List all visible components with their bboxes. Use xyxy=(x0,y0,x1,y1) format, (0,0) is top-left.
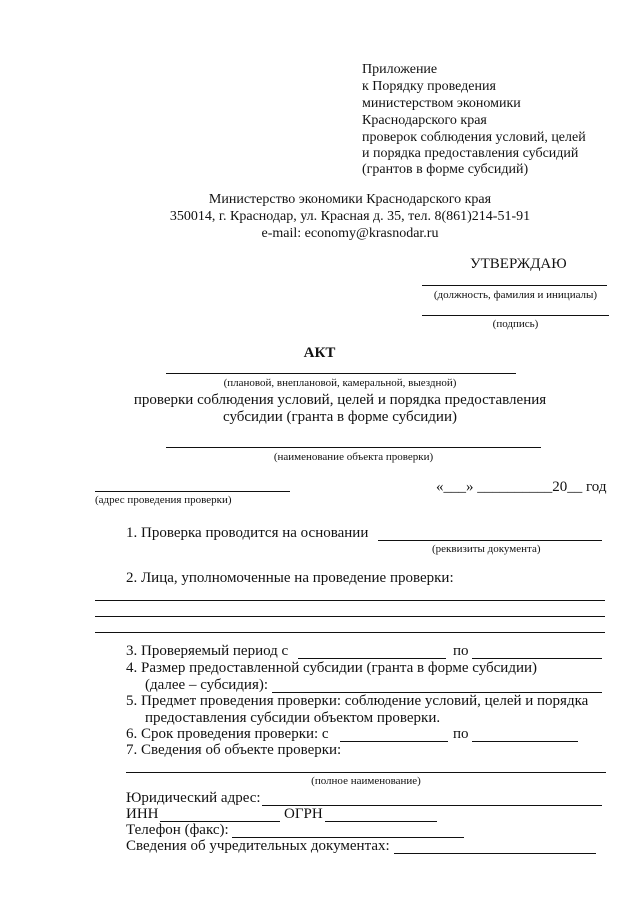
act-date: «___» __________20__ год xyxy=(436,479,607,495)
item-1-line xyxy=(378,540,602,541)
signature-line xyxy=(422,315,609,316)
act-type-caption: (плановой, внеплановой, камеральной, выездной) xyxy=(223,377,457,389)
phone-label: Телефон (факс): xyxy=(126,822,229,838)
signature-caption: (подпись) xyxy=(492,318,539,330)
appendix-line: проверок соблюдения условий, целей xyxy=(362,130,586,145)
ministry-email: e-mail: economy@krasnodar.ru xyxy=(261,226,439,241)
appendix-line: Приложение xyxy=(362,62,438,77)
item-2-line xyxy=(95,632,605,633)
appendix-line: и порядка предоставления субсидий xyxy=(362,146,579,161)
object-line xyxy=(166,447,541,448)
act-subtitle-line1: проверки соблюдения условий, целей и порядка предоставления xyxy=(133,392,547,408)
item-3-line-from xyxy=(298,658,446,659)
item-1-caption: (реквизиты документа) xyxy=(432,543,541,555)
act-type-line xyxy=(166,373,516,374)
item-6-line-from xyxy=(340,741,448,742)
full-name-line xyxy=(126,772,606,773)
item-3-po: по xyxy=(453,643,469,659)
ministry-address: 350014, г. Краснодар, ул. Красная д. 35, тел. 8(861)214-51-91 xyxy=(169,209,531,224)
address-line xyxy=(95,491,290,492)
appendix-line: Краснодарского края xyxy=(362,113,487,128)
appendix-line: к Порядку проведения xyxy=(362,79,496,94)
item-6-text: 6. Срок проведения проверки: с xyxy=(126,726,329,742)
appendix-line: (грантов в форме субсидий) xyxy=(362,162,529,177)
item-6-line-to xyxy=(472,741,578,742)
item-5-cont: предоставления субсидии объектом проверки. xyxy=(145,710,441,726)
inn-label: ИНН xyxy=(126,806,159,822)
item-6-po: по xyxy=(453,726,469,742)
item-3-line-to xyxy=(472,658,602,659)
position-line xyxy=(422,285,607,286)
item-2-text: 2. Лица, уполномоченные на проведение проверки: xyxy=(126,570,454,586)
item-5-text: 5. Предмет проведения проверки: соблюдение условий, целей и порядка xyxy=(126,693,589,709)
founding-docs-label: Сведения об учредительных документах: xyxy=(126,838,390,854)
full-name-caption: (полное наименование) xyxy=(311,775,421,787)
act-title: АКТ xyxy=(303,345,336,361)
object-caption: (наименование объекта проверки) xyxy=(273,451,434,463)
founding-docs-line xyxy=(394,853,596,854)
act-subtitle-line2: субсидии (гранта в форме субсидии) xyxy=(223,409,457,425)
ministry-name: Министерство экономики Краснодарского края xyxy=(208,192,492,207)
address-caption: (адрес проведения проверки) xyxy=(95,494,232,506)
approve-title: УТВЕРЖДАЮ xyxy=(470,256,567,272)
item-1-text: 1. Проверка проводится на основании xyxy=(126,525,369,541)
item-4-text: 4. Размер предоставленной субсидии (гранта в форме субсидии) xyxy=(126,660,537,676)
position-caption: (должность, фамилия и инициалы) xyxy=(433,289,598,301)
item-3-text: 3. Проверяемый период с xyxy=(126,643,289,659)
item-2-line xyxy=(95,616,605,617)
legal-address-label: Юридический адрес: xyxy=(126,790,261,806)
ogrn-label: ОГРН xyxy=(284,806,323,822)
appendix-line: министерством экономики xyxy=(362,96,521,111)
item-7-text: 7. Сведения об объекте проверки: xyxy=(126,742,342,758)
item-4-cont: (далее – субсидия): xyxy=(145,677,269,693)
item-2-line xyxy=(95,600,605,601)
ogrn-line xyxy=(325,821,437,822)
